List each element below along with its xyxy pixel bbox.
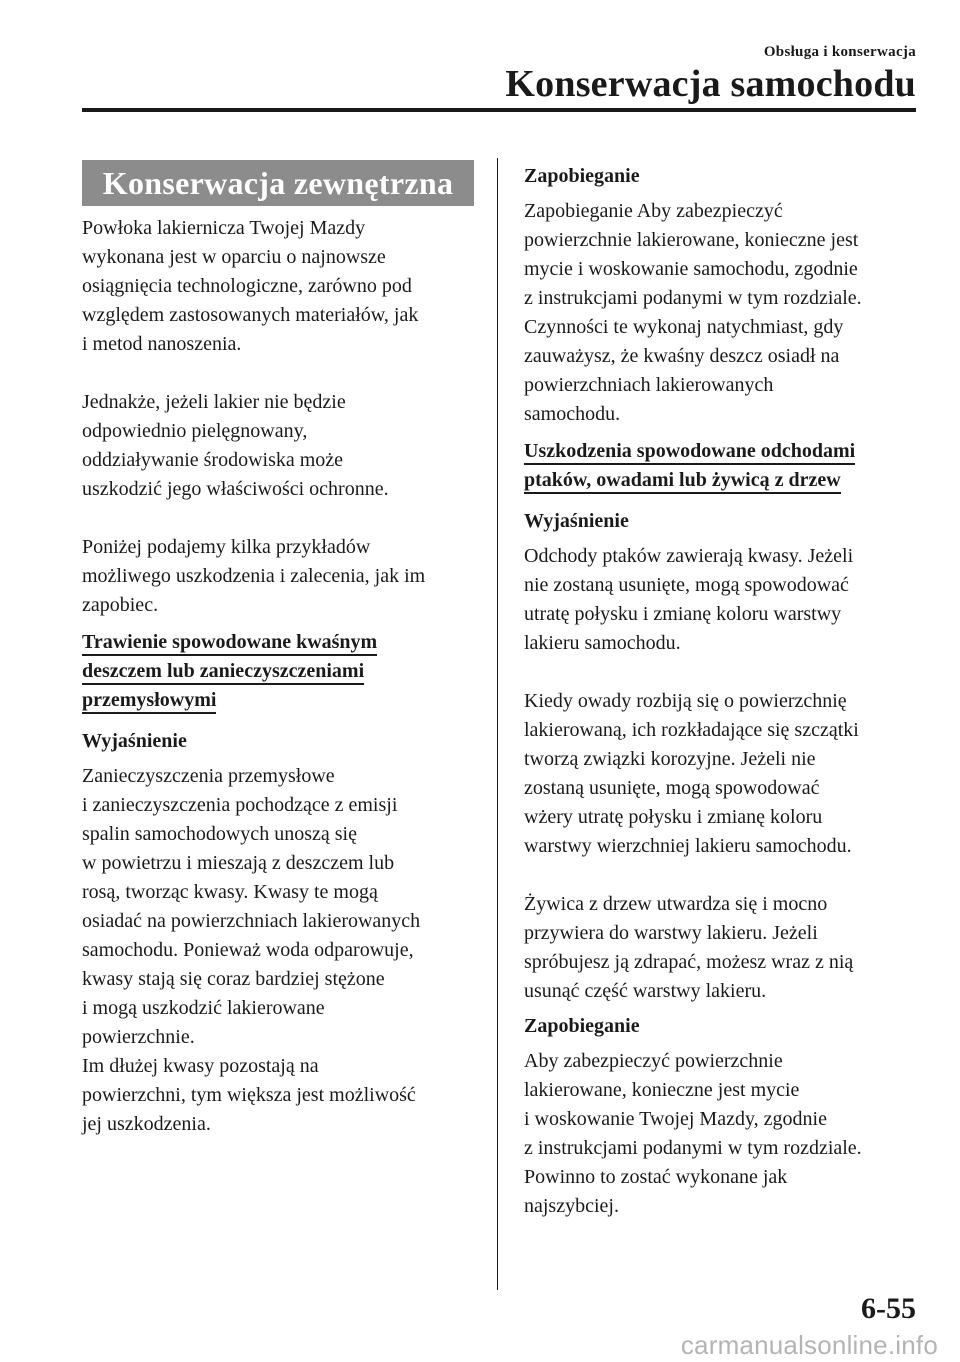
intro-paragraph-2: Jednakże, jeżeli lakier nie będzie odpowiednio pielęgnowany, oddziaływanie środowiska może uszkodzić jego właściwości ochronne. (82, 391, 389, 500)
acid-rain-prevention-text: Zapobieganie Aby zabezpieczyć powierzchnie lakierowane, konieczne jest mycie i woskowanie samochodu, zgodnie z instrukcjami podanymi w tym rozdziale. Czynności te wykonaj natychmiast, gdy zauważysz, że kwaśny deszcz osiadł na powierzchniach lakierowanych samochodu. (524, 200, 862, 425)
droppings-prevention-heading: Zapobieganie (524, 1015, 640, 1037)
header-section-name: Obsługa i konserwacja (763, 44, 916, 60)
section-banner: Konserwacja zewnętrzna (82, 160, 474, 206)
left-column (82, 160, 474, 1139)
column-divider (497, 158, 498, 1290)
acid-rain-prevention-heading: Zapobieganie (524, 165, 640, 187)
watermark-text: carmanualsonline.info (680, 1330, 938, 1360)
acid-rain-subheading-line-1: Trawienie spowodowane kwaśnym (82, 631, 377, 656)
droppings-prevention-text: Aby zabezpieczyć powierzchnie lakierowane, konieczne jest mycie i woskowanie Twojej Mazdy, zgodnie z instrukcjami podanymi w tym rozdziale. Powinno to zostać wykonane jak najszybciej. (524, 1050, 862, 1217)
intro-paragraph-1: Powłoka lakiernicza Twojej Mazdy wykonana jest w oparciu o najnowsze osiągnięcia technologiczne, zarówno pod względem zastosowanych materiałów, jak i metod nanoszenia. (82, 217, 419, 355)
intro-paragraph-3: Poniżej podajemy kilka przykładów możliwego uszkodzenia i zalecenia, jak im zapobiec. (82, 536, 426, 616)
acid-rain-explanation-text: Zanieczyszczenia przemysłowe i zanieczyszczenia pochodzące z emisji spalin samochodowych unoszą się w powietrzu i mieszają z deszczem lub rosą, tworząc kwasy. Kwasy te mogą osiadać na powierzchniach lakierowanych samochodu. Ponieważ woda odparowuje, kwasy stają się coraz bardziej stężone i mogą uszkodzić lakierowane powierzchnie. Im dłużej kwasy pozostają na powierzchni, tym większa jest możliwość jej uszkodzenia. (82, 765, 421, 1135)
page-header (0, 0, 960, 120)
header-chapter-title: Konserwacja samochodu (505, 63, 916, 105)
page-number: 6-55 (861, 1292, 916, 1325)
droppings-subheading (524, 437, 916, 495)
acid-rain-subheading-line-3: przemysłowymi (82, 689, 216, 714)
droppings-subheading-line-2: ptaków, owadami lub żywicą z drzew (524, 469, 841, 494)
right-column (524, 162, 916, 1221)
droppings-explanation-paragraph-2: Kiedy owady rozbiją się o powierzchnię lakierowaną, ich rozkładające się szczątki tworzą związki korozyjne. Jeżeli nie zostaną usunięte, mogą spowodować wżery utratę połysku i zmianę koloru warstwy wierzchniej lakieru samochodu. (524, 690, 859, 857)
droppings-explanation-paragraph-3: Żywica z drzew utwardza się i mocno przywiera do warstwy lakieru. Jeżeli spróbujesz ją zdrapać, możesz wraz z nią usunąć część warstwy lakieru. (524, 893, 854, 1002)
acid-rain-subheading-line-2: deszczem lub zanieczyszczeniami (82, 660, 364, 685)
droppings-subheading-line-1: Uszkodzenia spowodowane odchodami (524, 440, 855, 465)
acid-rain-subheading (82, 628, 474, 715)
acid-rain-explanation-heading: Wyjaśnienie (82, 730, 187, 752)
header-rule (82, 108, 916, 112)
droppings-explanation-heading: Wyjaśnienie (524, 510, 629, 532)
droppings-explanation-paragraph-1: Odchody ptaków zawierają kwasy. Jeżeli nie zostaną usunięte, mogą spowodować utratę połysku i zmianę koloru warstwy lakieru samochodu. (524, 545, 854, 654)
